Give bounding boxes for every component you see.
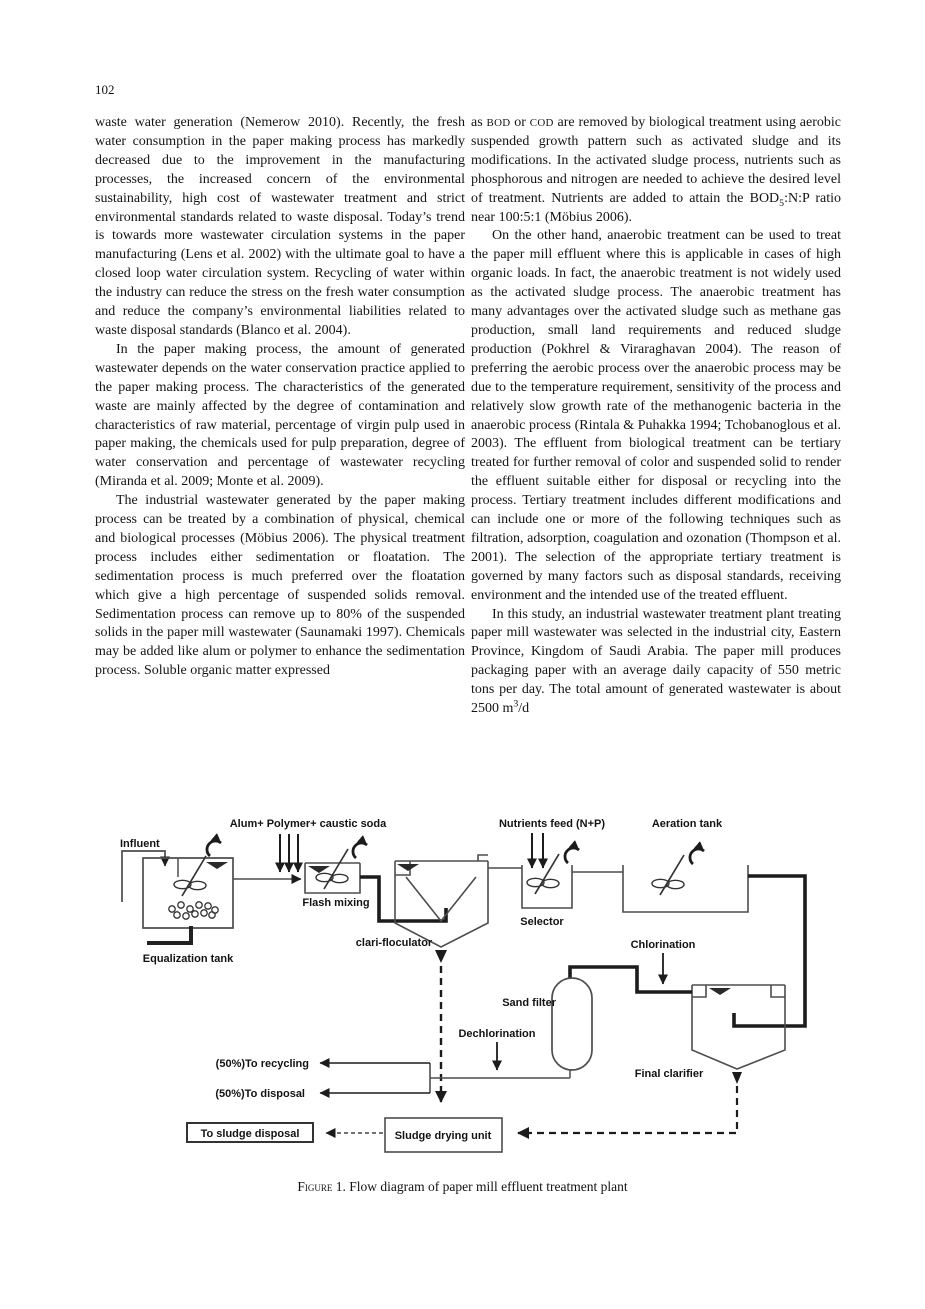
page-number: 102 [95,82,115,97]
label-to-sludge-disposal: To sludge disposal [200,1128,300,1140]
effluent-splitter [320,1063,570,1093]
water-level-icon [206,862,228,869]
label-chlorination: Chlorination [630,939,696,951]
impeller-icon [174,856,206,896]
label-nutrients-feed: Nutrients feed (N+P) [498,818,606,830]
rotation-arrow-icon [353,843,367,858]
paragraph: In the paper making process, the amount of generated wastewater depends on the water conservation practice applied to the paper making process. The characteristics of the generated waste are mainly affected by the degree of contamination and characteristics of raw material, percentage of virgin pulp used in paper making, the chemicals used for pulp preparation, degree of water conservation and percentage of wastewater recycling (Miranda et al. 2009; Monte et al. 2009). [95,341,465,490]
label-final-clarifier: Final clarifier [634,1068,704,1080]
label-sand-filter: Sand filter [502,997,556,1009]
paragraph: On the other hand, anaerobic treatment can be used to treat the paper mill effluent where this is applicable in cases of high organic loads. In fact, the anaerobic treatment is not widely used as the activated sludge process. The anaerobic treatment has many advantages over the activated sludge such as methane gas production, small land requirements and reduced sludge production (Pokhrel & Viraraghavan 2004). The reason of preferring the aerobic process over the anaerobic process may be due to the temperature requirement, sensitivity of the process and relatively slow growth rate of the methanogenic bacteria in the anaerobic process (Rintala & Puhakka 1994; Tchobanoglous et al. 2003). The effluent from biological treatment can be tertiary treated for further removal of color and suspended solid to render the effluent suitable either for disposal or recycling into the process. Tertiary treatment includes different modifications and can include one or more of the following techniques such as filtration, adsorption, coagulation and ozonation (Thompson et al. 2001). The selection of the appropriate tertiary treatment is governed by many factors such as disposal standards, receiving environment and the intended use of the treated effluent. [471,228,841,603]
label-selector: Selector [520,916,564,928]
label-aeration-tank: Aeration tank [651,818,723,830]
label-equalization-tank: Equalization tank [142,953,234,965]
sludge-line-clarifloculator [435,950,447,1102]
label-to-disposal: (50%)To disposal [215,1088,305,1100]
impeller-icon [652,855,684,895]
pipe-flash-to-clarifloculator [360,877,446,921]
label-dechlorination: Dechlorination [458,1028,536,1040]
label-sludge-drying-unit: Sludge drying unit [394,1130,492,1142]
selector-tank [522,848,579,908]
paragraph: as BOD or COD are removed by biological treatment using aerobic suspended growth pattern such as activated sludge and its modifications. In the activated sludge process, nutrients such as phosphorous and nitrogen are needed to achieve the desired level of treatment. Nutrients are added to attain the $BOD_5:N:P$ ratio near 100:5:1 (Möbius 2006). [471,115,841,225]
pipe-aeration-to-final-clarifier [734,876,805,1026]
rotation-arrow-icon [565,848,579,863]
water-level-icon [709,988,731,995]
paragraph: waste water generation (Nemerow 2010). Recently, the fresh water consumption in the paper making process has markedly decreased due to the improvement in the manufacturing processes, the increased concern of the environmental sustainability, high cost of wastewater treatment and strict environmental standards related to waste disposal. Today’s trend is towards more wastewater circulation systems in the paper manufacturing (Lens et al. 2002) with the ultimate goal to have a closed loop water circulation system. Recycling of water within the industry can reduce the stress on the fresh water consumption and reduce the company’s environmental liabilities related to waste disposal standards (Blanco et al. 2004). [95,115,465,338]
nutrients-feed-arrows [532,833,543,868]
label-chemical-feed: Alum+ Polymer+ caustic soda [229,818,387,830]
sand-filter-vessel [552,978,592,1070]
label-flash-mixing: Flash mixing [302,897,370,909]
paragraph: In this study, an industrial wastewater treatment plant treating paper mill wastewater was selected in the industrial city, Eastern Province, Kingdom of Saudi Arabia. The paper mill produces packaging paper with an average daily capacity of 550 metric tons per day. The total amount of generated wastewater is about 2500 $m^3/d$ [471,606,841,717]
chemical-feed-arrows [280,834,298,872]
label-clari-floculator: clari-floculator [355,937,433,949]
aeration-tank [623,849,748,912]
paragraph: The industrial wastewater generated by the paper making process can be treated by a combination of physical, chemical and biological processes (Möbius 2006). The physical treatment process includes either sedimentation or floatation. The sedimentation process is much preferred over the floatation which give a high percentage of suspended solids removal. Sedimentation process can remove up to 80% of the suspended solids in the paper mill wastewater (Saunamaki 1997). Chemicals may be added like alum or polymer to enhance the sedimentation process. Soluble organic matter expressed [95,493,465,679]
rotation-arrow-icon [690,849,704,864]
label-influent: Influent [120,838,160,850]
equalization-tank [143,841,233,943]
figure-caption-label: Figure 1. [297,1179,346,1194]
label-to-recycling: (50%)To recycling [215,1058,309,1070]
figure-caption-text: Flow diagram of paper mill effluent treatment plant [345,1179,628,1194]
water-level-icon [397,864,419,871]
sludge-line-final-clarifier [518,1072,742,1133]
water-level-icon [308,866,330,873]
flash-mixing-tank [305,843,367,893]
figure-caption [0,1179,925,1195]
bubbles-icon [169,902,218,919]
rotation-arrow-icon [207,841,221,856]
